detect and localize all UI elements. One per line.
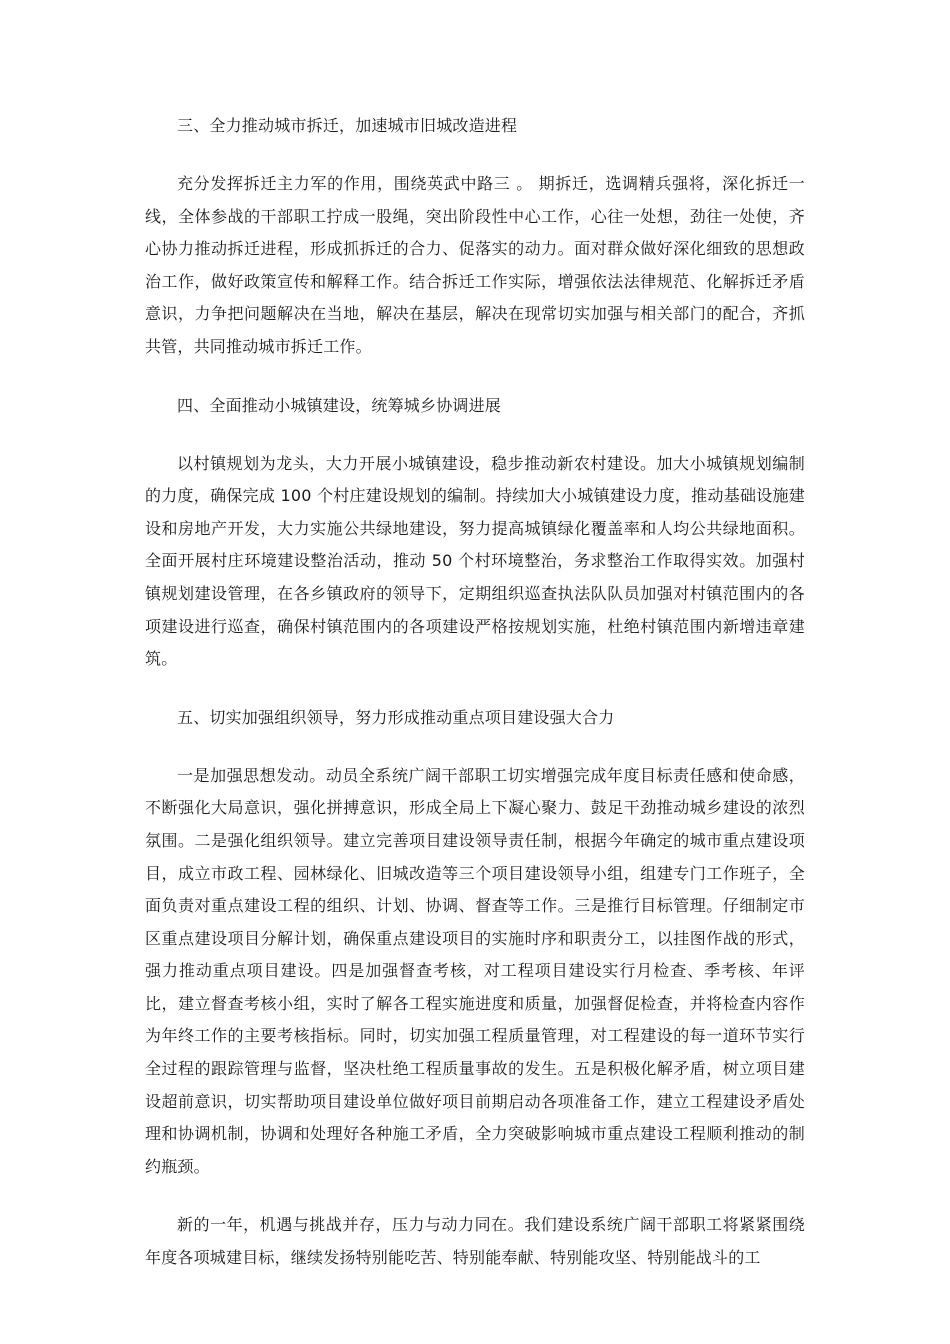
section-5-paragraph: 一是加强思想发动。动员全系统广阔干部职工切实增强完成年度目标责任感和使命感，不断强化大局意识，强化拼搏意识，形成全局上下凝心聚力、鼓足干劲推动城乡建设的浓烈氛围。二是强化组织领导。建立完善项目建设领导责任制，根据今年确定的城市重点建设项目，成立市政工程、园林绿化、旧城改造等三个项目建设领导小组，组建专门工作班子，全面负责对重点建设工程的组织、计划、协调、督查等工作。三是推行目标管理。仔细制定市区重点建设项目分解计划，确保重点建设项目的实施时序和职责分工，以挂图作战的形式，强力推动重点项目建设。四是加强督查考核，对工程项目建设实行月检查、季考核、年评比，建立督查考核小组，实时了解各工程实施进度和质量，加强督促检查，并将检查内容作为年终工作的主要考核指标。同时，切实加强工程质量管理，对工程建设的每一道环节实行全过程的跟踪管理与监督，坚决杜绝工程质量事故的发生。五是积极化解矛盾，树立项目建设超前意识，切实帮助项目建设单位做好项目前期启动各项准备工作，建立工程建设矛盾处理和协调机制，协调和处理好各种施工矛盾，全力突破影响城市重点建设工程顺利推动的制约瓶颈。 (145, 765, 805, 1176)
section-3-paragraph: 充分发挥拆迁主力军的作用，围绕英武中路三 。 期拆迁，选调精兵强将，深化拆迁一线，全体参战的干部职工拧成一股绳，突出阶段性中心工作，心往一处想，劲往一处使，齐心协力推动拆迁进程，形成抓拆迁的合力、促落实的动力。面对群众做好深化细致的思想政治工作，做好政策宣传和解释工作。结合拆迁工作实际，增强依法法律规范、化解拆迁矛盾意识，力争把问题解决在当地，解决在基层，解决在现常切实加强与相关部门的配合，齐抓共管，共同推动城市拆迁工作。 (145, 174, 805, 356)
section-3-heading: 三、全力推动城市拆迁，加速城市旧城改造进程 (177, 116, 518, 135)
section-5-heading: 五、切实加强组织领导，努力形成推动重点项目建设强大合力 (177, 707, 615, 727)
section-4-paragraph: 以村镇规划为龙头，大力开展小城镇建设，稳步推动新农村建设。加大小城镇规划编制的力度，确保完成 100 个村庄建设规划的编制。持续加大小城镇建设力度，推动基础设施建设和房地产开发，大力实施公共绿地建设，努力提高城镇绿化覆盖率和人均公共绿地面积。全面开展村庄环境建设整治活动，推动 50 个村环境整治，务求整治工作取得实效。加强村镇规划建设管理，在各乡镇政府的领导下，定期组织巡查执法队队员加强对村镇范围内的各项建设进行巡查，确保村镇范围内的各项建设严格按规划实施，杜绝村镇范围内新增违章建筑。 (145, 453, 805, 669)
document-page (145, 110, 805, 1275)
section-4-heading: 四、全面推动小城镇建设，统筹城乡协调进展 (177, 395, 502, 415)
closing-paragraph: 新的一年，机遇与挑战并存，压力与动力同在。我们建设系统广阔干部职工将紧紧围绕年度各项城建目标，继续发扬特别能吃苦、特别能奉献、特别能攻坚、特别能战斗的工 (145, 1215, 805, 1268)
